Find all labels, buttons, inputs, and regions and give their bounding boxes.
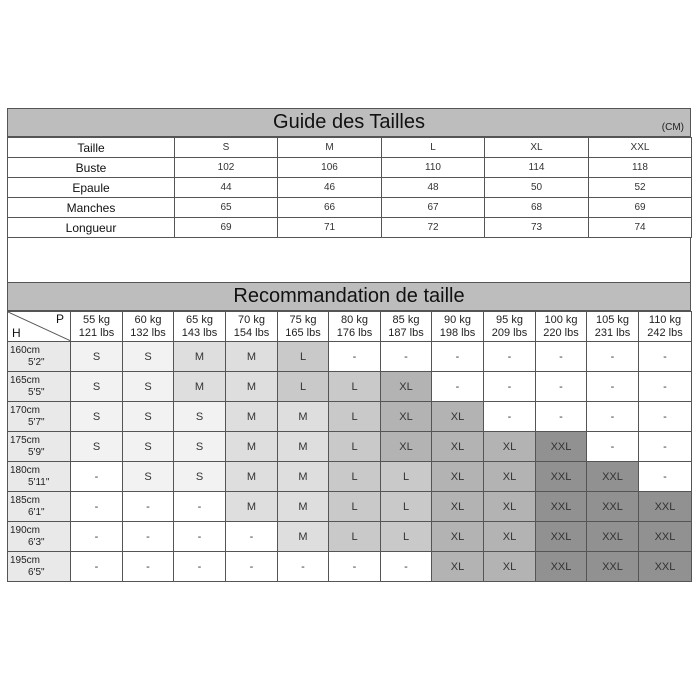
guide-row-label: Epaule (8, 178, 175, 198)
guide-value-cell: XXL (589, 138, 692, 158)
guide-value-cell: 65 (175, 198, 278, 218)
guide-value-cell: M (278, 138, 382, 158)
weight-kg: 55 kg (83, 313, 110, 326)
guide-value-cell: 50 (485, 178, 589, 198)
size-cell: S (174, 402, 226, 432)
weight-header-cell (329, 312, 381, 342)
size-cell: XXL (639, 522, 692, 552)
size-cell: M (278, 402, 329, 432)
weight-lbs: 209 lbs (491, 326, 528, 339)
height-cell (8, 552, 71, 582)
weight-kg: 75 kg (289, 313, 317, 326)
guide-row-label: Buste (8, 158, 175, 178)
size-cell: S (71, 402, 123, 432)
size-cell: - (639, 372, 692, 402)
height-ft: 6'3" (28, 536, 45, 548)
size-cell: - (484, 342, 536, 372)
size-cell: S (71, 372, 123, 402)
size-cell: XL (432, 522, 484, 552)
guide-row-label: Manches (8, 198, 175, 218)
size-cell: - (174, 552, 226, 582)
size-cell: - (71, 462, 123, 492)
size-cell: XL (381, 372, 432, 402)
size-cell: - (381, 552, 432, 582)
size-cell: M (278, 462, 329, 492)
guide-value-cell: S (175, 138, 278, 158)
size-recommendation-table (7, 311, 692, 582)
guide-row-label: Longueur (8, 218, 175, 238)
size-cell: - (587, 342, 639, 372)
guide-value-cell: 114 (485, 158, 589, 178)
guide-value-cell: 67 (382, 198, 485, 218)
size-cell: - (123, 522, 174, 552)
reco-title-band (7, 282, 691, 311)
size-cell: - (432, 372, 484, 402)
size-cell: S (71, 342, 123, 372)
height-row (8, 432, 692, 462)
height-row (8, 462, 692, 492)
size-cell: - (329, 552, 381, 582)
size-cell: XXL (587, 522, 639, 552)
height-cm: 175cm (10, 434, 41, 446)
guide-value-cell: 71 (278, 218, 382, 238)
height-axis-label: H (12, 326, 21, 340)
weight-lbs: 198 lbs (439, 326, 476, 339)
weight-kg: 105 kg (595, 313, 630, 326)
guide-value-cell: 48 (382, 178, 485, 198)
size-cell: M (226, 372, 278, 402)
size-cell: - (174, 492, 226, 522)
guide-value-cell: L (382, 138, 485, 158)
guide-row-label: Taille (8, 138, 175, 158)
size-guide-table (7, 137, 692, 238)
height-ft: 6'5" (28, 566, 45, 578)
size-cell: L (329, 402, 381, 432)
weight-kg: 110 kg (648, 313, 682, 326)
weight-kg: 60 kg (134, 313, 162, 326)
weight-header-cell (536, 312, 587, 342)
corner-cell (8, 312, 71, 342)
size-cell: S (174, 462, 226, 492)
size-cell: L (329, 432, 381, 462)
size-cell: - (536, 402, 587, 432)
size-cell: S (174, 432, 226, 462)
height-cell (8, 372, 71, 402)
weight-header-cell (278, 312, 329, 342)
size-cell: XL (432, 492, 484, 522)
size-cell: XL (484, 432, 536, 462)
height-cell (8, 402, 71, 432)
weight-header-cell (639, 312, 692, 342)
weight-lbs: 165 lbs (285, 326, 321, 339)
guide-value-cell: 110 (382, 158, 485, 178)
size-cell: - (123, 492, 174, 522)
guide-value-cell: 52 (589, 178, 692, 198)
height-cm: 195cm (10, 554, 41, 566)
guide-title: Guide des Tailles (273, 111, 425, 133)
height-row (8, 492, 692, 522)
guide-row (8, 178, 692, 198)
size-cell: - (71, 552, 123, 582)
weight-header-cell (174, 312, 226, 342)
size-cell: S (123, 372, 174, 402)
weight-kg: 85 kg (392, 313, 420, 326)
weight-kg: 65 kg (186, 313, 213, 326)
size-chart (7, 108, 691, 582)
weight-lbs: 154 lbs (233, 326, 270, 339)
height-cell (8, 492, 71, 522)
size-cell: - (587, 372, 639, 402)
weight-lbs: 176 lbs (336, 326, 373, 339)
weight-header-cell (71, 312, 123, 342)
size-cell: - (123, 552, 174, 582)
height-cell (8, 522, 71, 552)
weight-header-row (8, 312, 692, 342)
size-cell: XXL (639, 492, 692, 522)
guide-row (8, 198, 692, 218)
size-cell: - (484, 402, 536, 432)
size-cell: S (123, 342, 174, 372)
height-ft: 5'2" (28, 356, 45, 368)
size-cell: - (536, 342, 587, 372)
size-cell: - (639, 342, 692, 372)
size-cell: XXL (536, 552, 587, 582)
size-cell: S (123, 432, 174, 462)
height-cell (8, 342, 71, 372)
size-cell: M (226, 462, 278, 492)
size-cell: S (123, 462, 174, 492)
size-cell: - (278, 552, 329, 582)
size-cell: - (536, 372, 587, 402)
weight-lbs: 220 lbs (543, 326, 579, 339)
size-cell: - (432, 342, 484, 372)
spacer-area (7, 238, 691, 282)
size-cell: M (226, 432, 278, 462)
height-row (8, 552, 692, 582)
weight-axis-label: P (55, 312, 64, 326)
size-cell: XL (432, 432, 484, 462)
weight-header-cell (587, 312, 639, 342)
height-ft: 5'11" (28, 476, 50, 488)
size-cell: XL (432, 552, 484, 582)
guide-value-cell: 44 (175, 178, 278, 198)
height-ft: 5'9" (28, 446, 45, 458)
size-cell: S (71, 432, 123, 462)
size-cell: XL (484, 522, 536, 552)
guide-value-cell: 72 (382, 218, 485, 238)
size-cell: M (226, 402, 278, 432)
weight-header-cell (226, 312, 278, 342)
size-cell: XXL (536, 522, 587, 552)
height-cell (8, 462, 71, 492)
height-ft: 6'1" (28, 506, 45, 518)
size-cell: XXL (587, 492, 639, 522)
height-cm: 170cm (10, 404, 41, 416)
size-cell: L (329, 462, 381, 492)
size-cell: - (71, 522, 123, 552)
guide-row (8, 138, 692, 158)
size-cell: L (381, 462, 432, 492)
unit-label: (CM) (661, 122, 684, 133)
weight-lbs: 143 lbs (181, 326, 218, 339)
height-row (8, 522, 692, 552)
height-row (8, 402, 692, 432)
height-cm: 180cm (10, 464, 41, 476)
size-cell: XL (381, 432, 432, 462)
size-cell: - (639, 402, 692, 432)
guide-value-cell: 106 (278, 158, 382, 178)
size-cell: XXL (587, 552, 639, 582)
height-row (8, 342, 692, 372)
height-cell (8, 432, 71, 462)
height-row (8, 372, 692, 402)
weight-kg: 100 kg (544, 313, 578, 326)
size-cell: XL (484, 492, 536, 522)
size-cell: - (587, 432, 639, 462)
size-cell: M (174, 342, 226, 372)
guide-value-cell: 68 (485, 198, 589, 218)
size-cell: - (639, 462, 692, 492)
weight-lbs: 187 lbs (388, 326, 424, 339)
size-cell: L (329, 522, 381, 552)
weight-lbs: 231 lbs (594, 326, 631, 339)
size-cell: L (329, 492, 381, 522)
size-cell: XL (484, 552, 536, 582)
height-cm: 185cm (10, 494, 41, 506)
guide-value-cell: 66 (278, 198, 382, 218)
size-cell: M (226, 492, 278, 522)
size-cell: S (123, 402, 174, 432)
reco-title: Recommandation de taille (233, 285, 465, 307)
guide-value-cell: XL (485, 138, 589, 158)
weight-kg: 90 kg (444, 313, 471, 326)
size-cell: XXL (536, 432, 587, 462)
weight-header-cell (123, 312, 174, 342)
size-cell: XXL (536, 492, 587, 522)
guide-value-cell: 69 (175, 218, 278, 238)
size-cell: XL (432, 462, 484, 492)
guide-value-cell: 74 (589, 218, 692, 238)
guide-value-cell: 46 (278, 178, 382, 198)
size-cell: - (174, 522, 226, 552)
size-cell: XL (484, 462, 536, 492)
weight-kg: 80 kg (341, 313, 368, 326)
size-cell: - (639, 432, 692, 462)
height-cm: 160cm (10, 344, 41, 356)
size-cell: - (226, 522, 278, 552)
size-cell: L (329, 372, 381, 402)
size-cell: XL (381, 402, 432, 432)
weight-lbs: 242 lbs (647, 326, 683, 339)
size-cell: XXL (536, 462, 587, 492)
weight-kg: 95 kg (496, 313, 523, 326)
guide-title-band (7, 108, 691, 137)
size-cell: M (278, 522, 329, 552)
weight-header-cell (432, 312, 484, 342)
guide-row (8, 158, 692, 178)
size-cell: XL (432, 402, 484, 432)
size-cell: - (226, 552, 278, 582)
size-cell: L (278, 372, 329, 402)
size-cell: - (484, 372, 536, 402)
size-cell: - (587, 402, 639, 432)
height-cm: 165cm (10, 374, 41, 386)
size-cell: L (381, 492, 432, 522)
size-cell: XXL (639, 552, 692, 582)
guide-value-cell: 118 (589, 158, 692, 178)
guide-value-cell: 102 (175, 158, 278, 178)
size-cell: M (278, 492, 329, 522)
size-cell: XXL (587, 462, 639, 492)
size-cell: M (174, 372, 226, 402)
weight-lbs: 121 lbs (78, 326, 115, 339)
weight-header-cell (381, 312, 432, 342)
height-ft: 5'5" (28, 386, 45, 398)
weight-kg: 70 kg (238, 313, 265, 326)
size-cell: L (381, 522, 432, 552)
weight-lbs: 132 lbs (130, 326, 166, 339)
size-cell: L (278, 342, 329, 372)
weight-header-cell (484, 312, 536, 342)
size-cell: - (381, 342, 432, 372)
size-cell: M (226, 342, 278, 372)
guide-value-cell: 73 (485, 218, 589, 238)
guide-value-cell: 69 (589, 198, 692, 218)
height-cm: 190cm (10, 524, 41, 536)
size-cell: - (71, 492, 123, 522)
size-cell: - (329, 342, 381, 372)
guide-row (8, 218, 692, 238)
height-ft: 5'7" (28, 416, 45, 428)
size-cell: M (278, 432, 329, 462)
